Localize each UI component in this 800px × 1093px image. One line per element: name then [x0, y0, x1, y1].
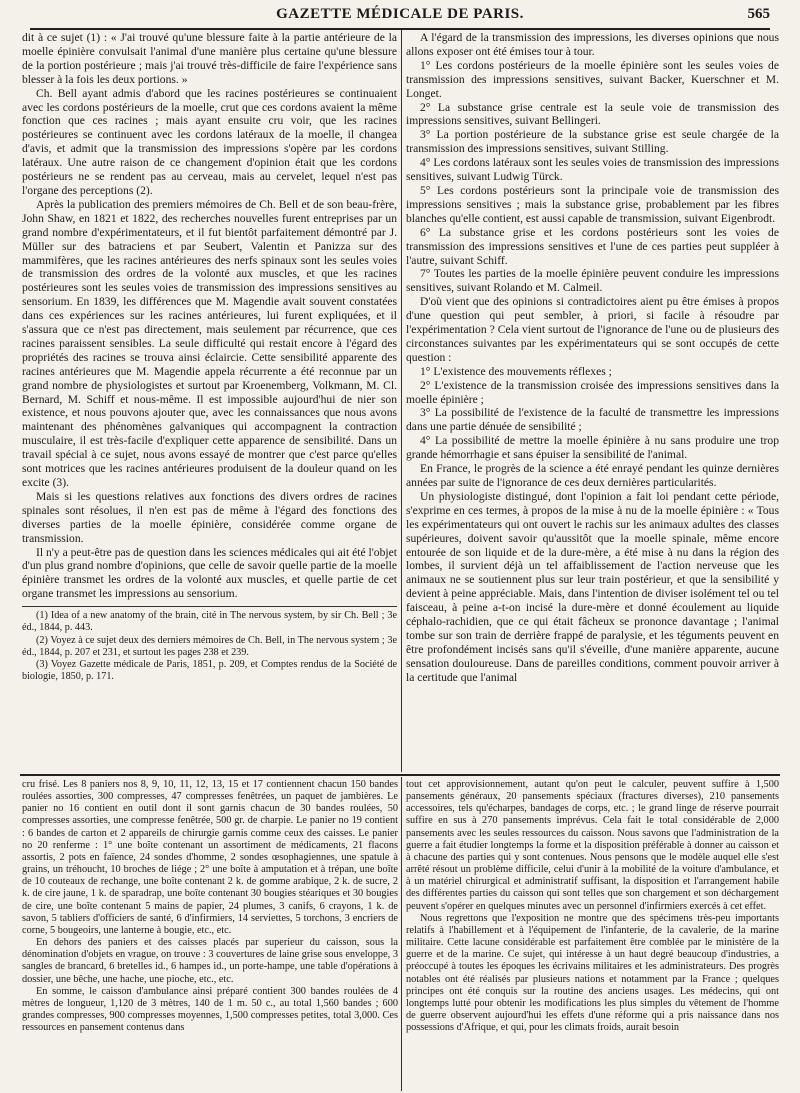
- paragraph: tout cet approvisionnement, autant qu'on peut le calculer, peuvent suffire à 1,500 pansements généraux, 20 pansements spéciaux (fractures diverses), 210 pansements accessoires, tels qu'écharpes, bandages de corps, etc. ; le grand linge de réserve pourrait suffire en sus à 270 pansements imprévus. Cela fait le total considérable de 2,000 pansements avec les seules ressources du caisson. Nous savons que l'administration de la guerre a fait étudier longtemps la forme et la disposition préférable à donner au caisson et à chacune des parties qui y sont contenues. Nous pensons que le modèle auquel elle s'est arrêté résout un problème difficile, celui d'unir à la mobilité de la voiture d'ambulance, et à un matériel chirurgical et administratif suffisant, la disposition et l'arrangement habile des différentes parties du caisson qui sont telles que son chargement et son déchargement peuvent s'opérer en quelques minutes avec un personnel d'infirmiers exercés à cet effet.: [406, 779, 779, 912]
- list-item: 1° Les cordons postérieurs de la moelle épinière sont les seules voies de transmission des impressions sensitives, suivant Backer, Kuerschner et M. Longet.: [406, 58, 779, 100]
- paragraph: En France, le progrès de la science a été enrayé pendant les quinze dernières années par suite de l'ignorance de ces deux dernières particularités.: [406, 462, 779, 489]
- article-column-right: [406, 31, 779, 766]
- paragraph: Ch. Bell ayant admis d'abord que les racines postérieures se continuaient avec les cordons postérieurs de la moelle, crut que ces cordons avaient la même fonction que ces racines ; mais ayant ensuite cru voir, que les racines postérieures se continuent avec les cordons latéraux de la moelle, il changea d'avis, et admit que la transmission des impressions s'opère par les cordons latéraux. Une autre raison de ce changement d'opinion était que les cordons postérieurs ne se rendent pas au cerveau, mais au cervelet, lequel n'est pas l'organe des perceptions (2).: [22, 86, 397, 197]
- header-rule: [30, 28, 770, 30]
- paragraph: D'où vient que des opinions si contradictoires aient pu être émises à propos d'une question qui peut sembler, à priori, si facile à résoudre par l'expérimentation ? Cela vient surtout de l'ignorance de l'une ou de plusieurs des circonstances suivantes par les expérimentateurs qui se sont occupés de cette question :: [406, 295, 779, 364]
- column-divider-bottom: [401, 777, 402, 1091]
- paragraph: Mais si les questions relatives aux fonctions des divers ordres de racines spinales sont résolues, il n'en est pas de même à l'égard des fonctions des diverses parties de la moelle épinière, considérée comme organe de transmission.: [22, 489, 397, 545]
- column-divider-top: [401, 30, 402, 772]
- list-item: 3° La portion postérieure de la substance grise est seule chargée de la transmission des impressions sensitives, suivant Stilling.: [406, 128, 779, 156]
- list-item: 2° L'existence de la transmission croisée des impressions sensitives dans la moelle épinière ;: [406, 378, 779, 406]
- page-header: [30, 4, 770, 26]
- list-item: 2° La substance grise centrale est la seule voie de transmission des impressions sensitives, suivant Bellingeri.: [406, 100, 779, 128]
- journal-title: GAZETTE MÉDICALE DE PARIS.: [276, 6, 524, 22]
- paragraph: Un physiologiste distingué, dont l'opinion a fait loi pendant cette période, s'exprime en ces termes, à propos de la mise à nu de la moelle épinière : « Tous les expérimentateurs qui ont ouvert le rachis sur les animaux adultes des classes supérieures, doivent savoir qu'aussitôt que la moelle spinale, même encore entourée de son liquide et de la dure-mère, a été mise à nu dans la région des lombes, il survient déjà un tel affaiblissement de l'action nerveuse que les animaux ne se soutiennent plus sur leur train postérieur, et que la sensibilité y devient à peine appréciable. Mais, dans l'intention de diviser isolément tel ou tel faisceau, à peine a-t-on incisé la dure-mère et donné écoulement au liquide céphalo-rachidien, que ce qui était fâcheux se prononce davantage ; l'animal tombe sur son train de derrière frappé de paralysie, et les téguments peuvent en être profondément incisés sans qu'il s'éveille, d'une manière apparente, aucune sensation douloureuse. Dans de pareilles conditions, comment pouvoir arriver à la certitude que l'animal: [406, 489, 779, 684]
- footnote: (3) Voyez Gazette médicale de Paris, 1851, p. 209, et Comptes rendus de la Société de biologie, 1850, p. 171.: [22, 658, 397, 683]
- paragraph: dit à ce sujet (1) : « J'ai trouvé qu'une blessure faite à la partie antérieure de la moelle épinière convulsait l'animal d'une manière plus certaine qu'une blessure de la portion postérieure ; mais j'ai trouvé très-difficile de faire l'expérience sans blesser à la fois les deux portions. »: [22, 31, 397, 86]
- article-column-left: [22, 31, 397, 766]
- list-item: 7° Toutes les parties de la moelle épinière peuvent conduire les impressions sensitives, suivant Rolando et M. Calmeil.: [406, 267, 779, 295]
- list-item: 4° La possibilité de mettre la moelle épinière à nu sans produire une trop grande hémorrhagie et sans épuiser la sensibilité de l'animal.: [406, 434, 779, 462]
- feuilleton-column-left: [22, 779, 398, 1089]
- list-item: 4° Les cordons latéraux sont les seules voies de transmission des impressions sensitives, suivant Ludwig Türck.: [406, 156, 779, 184]
- paragraph: Il n'y a peut-être pas de question dans les sciences médicales qui ait été l'objet d'un plus grand nombre d'opinions, que celle de savoir quelle partie de la moelle épinière transmet les ordres de la volonté aux muscles, et quelle partie de cet organe transmet les impressions au sensorium.: [22, 545, 397, 601]
- list-item: 5° Les cordons postérieurs sont la principale voie de transmission des impressions sensitives ; mais la substance grise, probablement par les fibres blanches qu'elle contient, est aussi capable de transmission, suivant Eigenbrodt.: [406, 183, 779, 225]
- list-item: 1° L'existence des mouvements réflexes ;: [420, 364, 612, 378]
- page-number: 565: [747, 6, 770, 22]
- footnote: (1) Idea of a new anatomy of the brain, cité in The nervous system, by sir Ch. Bell ; 3e éd., 1844, p. 443.: [22, 610, 397, 634]
- paragraph: En somme, le caisson d'ambulance ainsi préparé contient 300 bandes roulées de 4 mètres de longueur, 1,120 de 3 mètres, 140 de 1 m. 50 c., au total 1,560 bandes ; 600 grandes compresses, 900 compresses moyennes, 1,500 compresses petites, total 3,000. Ces ressources en pansement contenus dans: [22, 985, 398, 1034]
- paragraph: A l'égard de la transmission des impressions, les diverses opinions que nous allons exposer ont été émises tour à tour.: [406, 31, 779, 58]
- footnotes: [22, 610, 397, 683]
- paragraph: Nous regrettons que l'exposition ne montre que des spécimens très-peu importants relatifs à l'habillement et à l'équipement de l'infanterie, de la cavalerie, de la marine militaire. Cette lacune considérable est parfaitement être comblée par le ministère de la guerre et de la marine. Ce sujet, qui intéresse à un haut degré beaucoup d'industries, a préoccupé à toutes les époques les écrivains militaires et les administrateurs. Des progrès notables ont été réalisés par plusieurs nations et notamment par la France ; quelques principes ont été conquis sur la routine des anciens usages. Les médecins, qui ont longtemps lutté pour obtenir les modifications les plus simples du vêtement de l'homme de guerre observent aujourd'hui les effets d'une réforme qui a pris naissance dans nos possessions d'Afrique, et qui, pour les climats froids, aurait besoin: [406, 912, 779, 1034]
- paragraph: cru frisé. Les 8 paniers nos 8, 9, 10, 11, 12, 13, 15 et 17 contiennent chacun 150 bandes roulées assorties, 300 compresses, 47 compresses fenêtrées, un paquet de jambières. Le panier no 16 contient en outil dont il sont garnis chacun de 30 bandes roulées, 50 compresses assorties, une compresse fenêtrée, 500 gr. de charpie. Le panier no 19 contient : 6 bandes de carton et 2 appareils de chirurgie garnis comme ceux des caisses. Le panier no 20 renferme : 1° une boîte contenant un assortiment de médicaments, 21 flacons assortis, 2 pots en faïence, 24 sondes d'homme, 2 sondes œsophagiennes, une spatule à grains, un tréhoucht, 10 broches de liége ; 2° une boîte à amputation et à trépan, une boîte de 10 couteaux de rechange, une boîte contenant 2 k. de gomme arabique, 2 k. de sucre, 2 k. de cire jaune, 1 k. de sparadrap, une boîte contenant 30 bougies stéariques et 30 bougies de cire, une boîte contenant 5 mains de papier, 24 plumes, 3 canifs, 6 crayons, 1 k. de savon, 5 tabliers d'officiers de santé, 6 d'infirmiers, 14 serviettes, 5 torchons, 3 encriers de corne, 5 bougeoirs, une lanterne à bougie, etc., etc.: [22, 779, 398, 936]
- paragraph: Après la publication des premiers mémoires de Ch. Bell et de son beau-frère, John Shaw, en 1821 et 1822, des recherches nouvelles furent entreprises par un grand nombre d'expérimentateurs, et il fut bientôt parfaitement démontré par J. Müller sur des batraciens et par Seubert, Valentin et Panizza sur des mammifères, que les racines antérieures des nerfs spinaux sont les seules voies de transmission des ordres de la volonté aux muscles, et que les racines postérieures sont les seules voies de transmission des impressions sensitives au sensorium. En 1839, les différences que M. Magendie avait souvent constatées dans ces expériences sur les racines antérieures, lui furent expliquées, et il s'assura que ce n'est pas directement, mais seulement par récurrence, que ces racines paraissent sensibles. La seule difficulté qui restait encore à l'égard des propriétés des racines se trouva ainsi éclaircie. Cette sensibilité apparente des racines antérieures que M. Magendie appela récurrente a été reconnue par un grand nombre de physiologistes et surtout par Kroenemberg, Volkmann, M. Cl. Bernard, M. Schiff et nous-même. Il est impossible aujourd'hui de nier son existence, et nous pouvons ajouter que, avec les connaissances que nous avons maintenant des phénomènes galvaniques qui accompagnent la contraction musculaire, il est très-facile d'expliquer cette apparence de sensibilité. Dans un travail spécial à ce sujet, nous avons essayé de montrer que c'est parce qu'elles sont motrices que les racines antérieures produisent de la douleur quand on les excite (3).: [22, 197, 397, 489]
- list-item: 3° La possibilité de l'existence de la faculté de transmettre les impressions dans une partie dénuée de sensibilité ;: [406, 406, 779, 434]
- footnote-separator: [22, 606, 397, 607]
- footnote: (2) Voyez à ce sujet deux des derniers mémoires de Ch. Bell, in The nervous system ; 3e éd., 1844, p. 207 et 231, et surtout les pages 238 et 239.: [22, 634, 397, 658]
- section-divider: [20, 774, 780, 776]
- feuilleton-column-right: [406, 779, 779, 1089]
- list-item: 6° La substance grise et les cordons postérieurs sont les voies de transmission des impressions sensitives et l'une de ces parties peut suppléer à l'autre, suivant Schiff.: [406, 225, 779, 267]
- paragraph: En dehors des paniers et des caisses placés par superieur du caisson, sous la dénomination d'objets en vrague, on trouve : 3 couvertures de laine grise sous enveloppe, 3 sangles de brancard, 6 bretelles id., 6 hampes id., un porte-hampe, une table d'opérations à dossier, une bêche, une hache, une pioche, etc., etc.: [22, 937, 398, 985]
